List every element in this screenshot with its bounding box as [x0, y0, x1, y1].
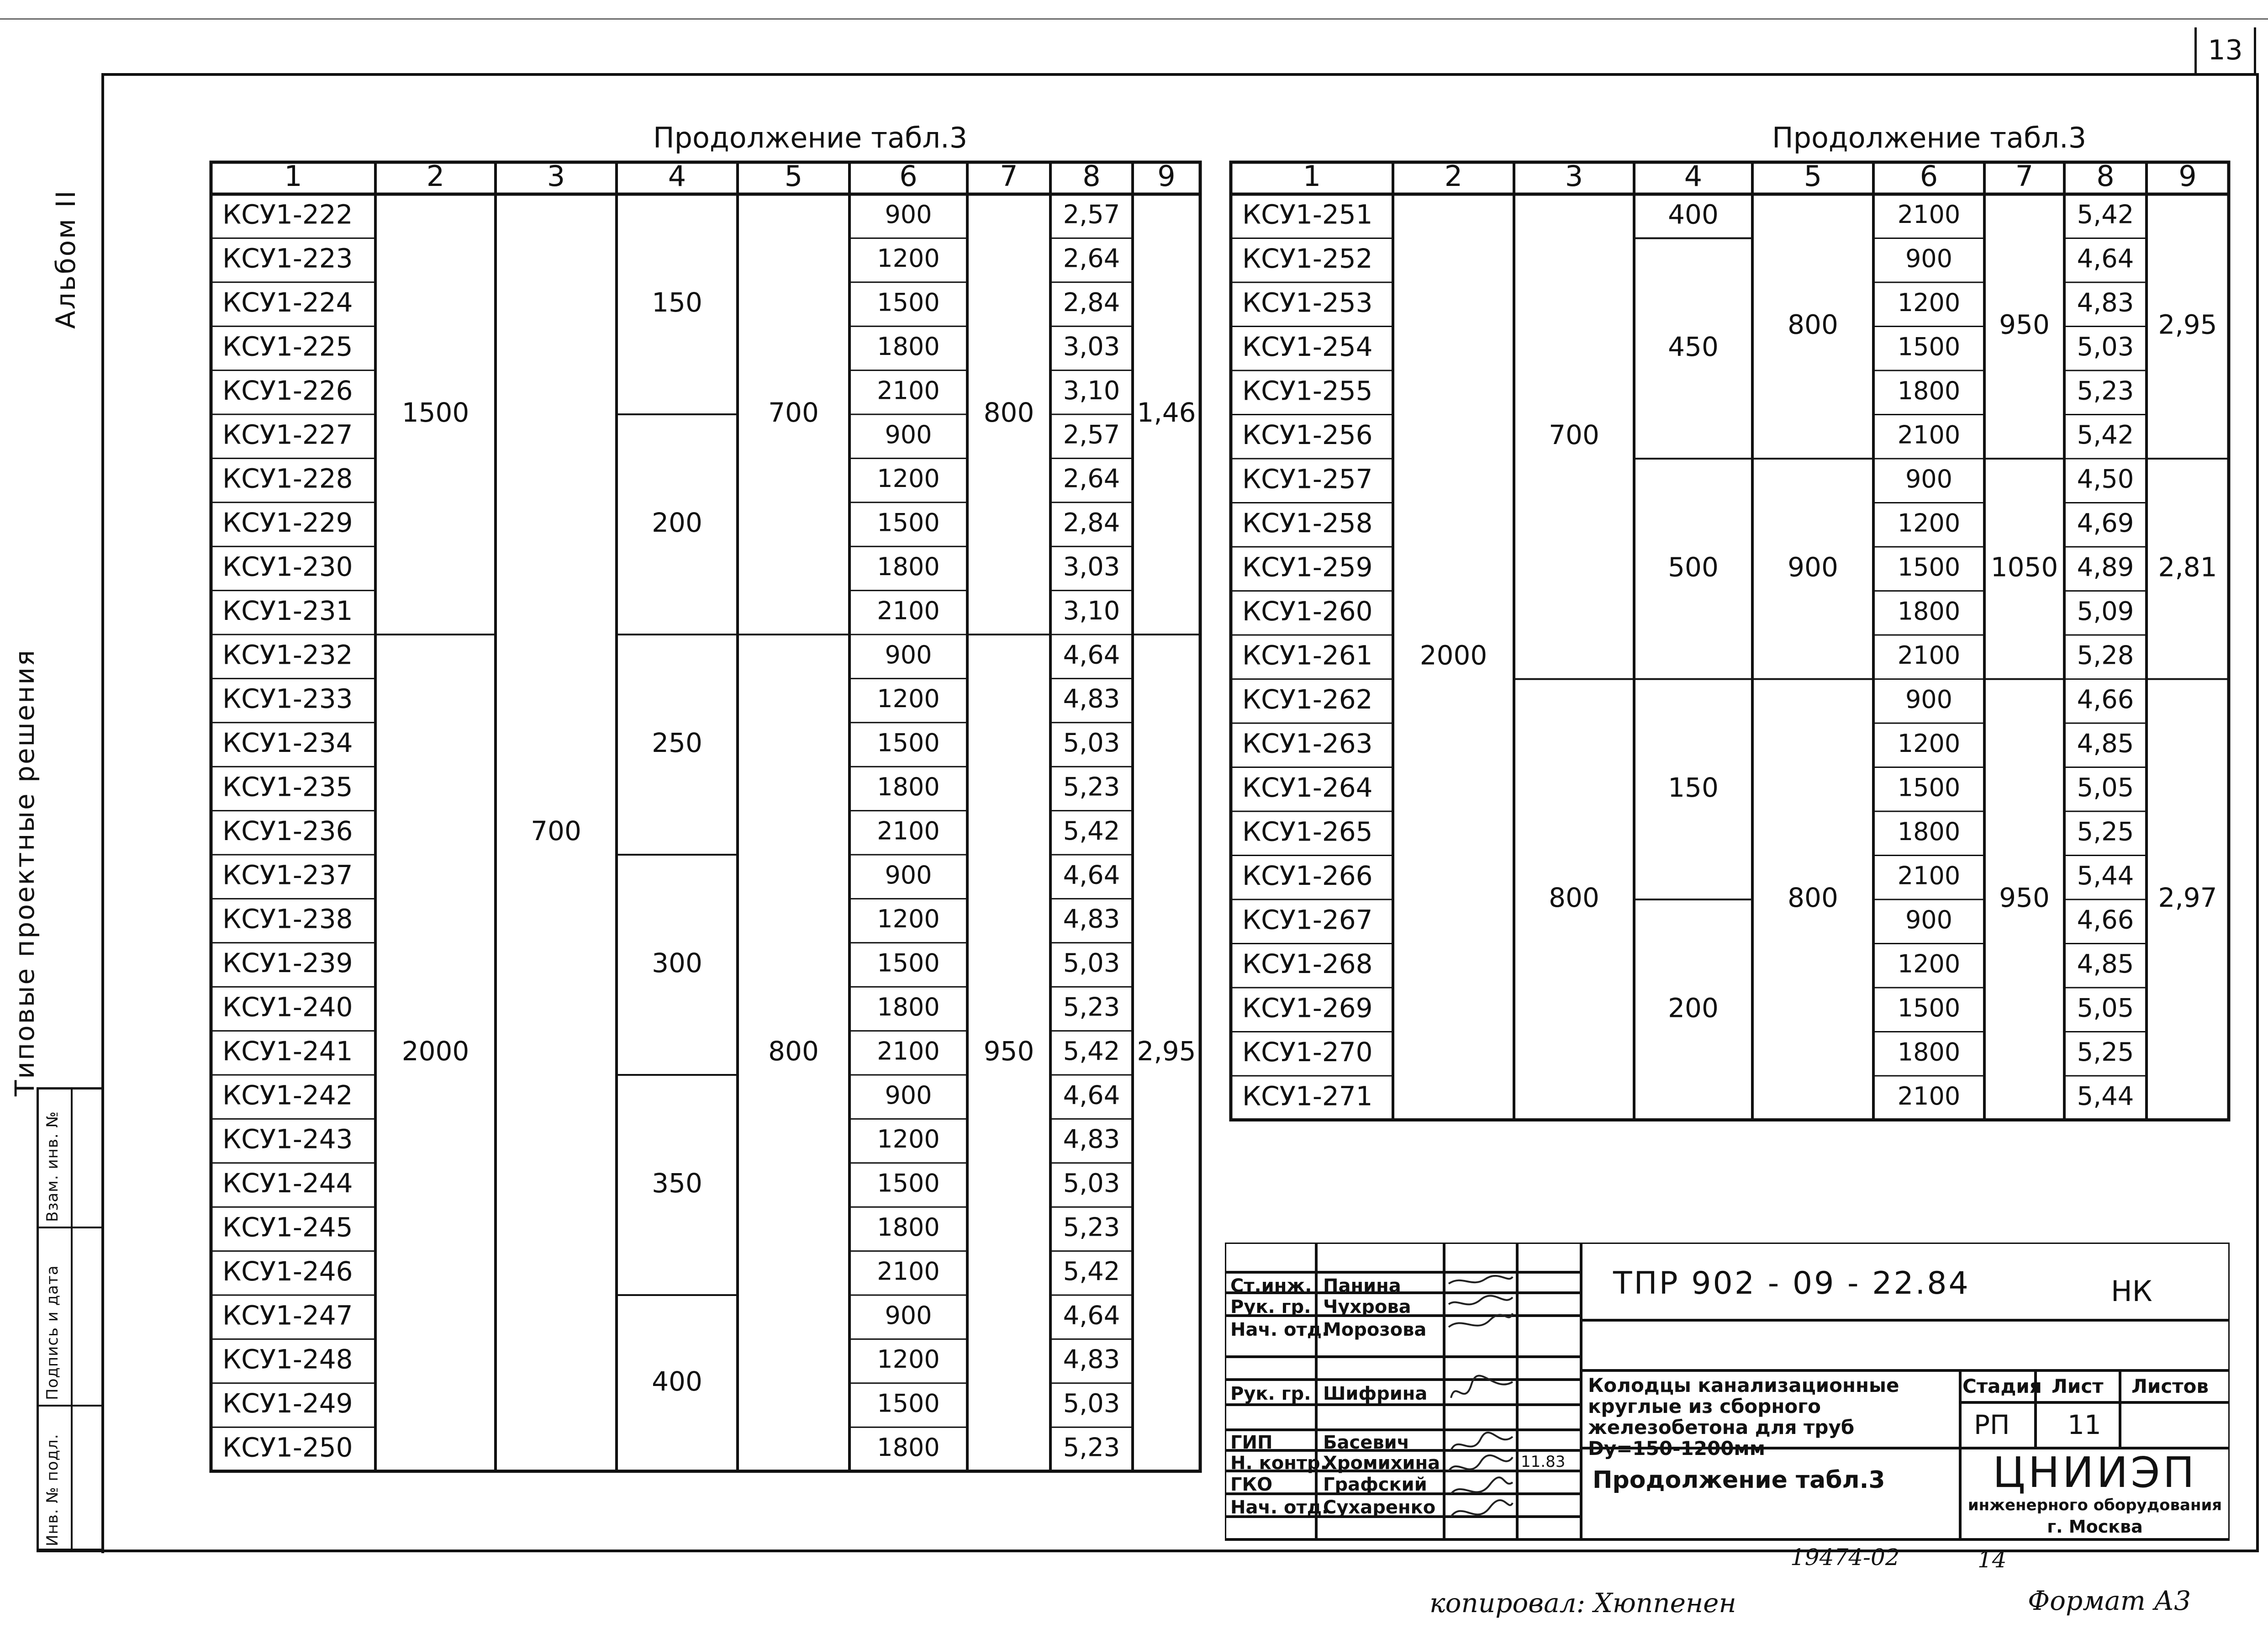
staff-role: Нач. отд. [1230, 1319, 1329, 1340]
left-table-col6-cell: 900 [885, 420, 932, 449]
left-table-col8-cell: 5,23 [1063, 772, 1120, 802]
left-table-col8-cell: 5,03 [1063, 728, 1120, 758]
title-block [1225, 1243, 2230, 1549]
right-table-col8-cell: 4,69 [2077, 508, 2134, 538]
object-title: Колодцы канализационные круглые из сборного железобетона для труб Dу=150-1200мм [1588, 1374, 1899, 1460]
right-table-col6-cell: 2100 [1897, 1081, 1961, 1111]
left-table-merged-cell: 950 [983, 1035, 1034, 1067]
left-table-col8-cell: 2,84 [1063, 508, 1120, 538]
sheet-value: 11 [2068, 1409, 2101, 1440]
left-table-col6-cell: 2100 [877, 376, 940, 405]
sheet-label: Лист [2052, 1375, 2104, 1397]
left-table-name-cell: КСУ1-248 [222, 1344, 353, 1375]
right-table-col6-cell: 1500 [1897, 552, 1961, 582]
stamp-replace-label: Взам. инв. № [43, 1111, 62, 1222]
left-table-col8-cell: 4,64 [1063, 1301, 1120, 1331]
left-table-name-cell: КСУ1-243 [222, 1123, 353, 1155]
right-table-name-cell: КСУ1-259 [1242, 551, 1373, 583]
left-table-name-cell: КСУ1-227 [222, 419, 353, 450]
staff-name: Графский [1323, 1474, 1427, 1495]
left-table-col6-cell: 1500 [877, 1389, 940, 1418]
staff-name: Сухаренко [1323, 1497, 1436, 1518]
left-table-col6-cell: 1800 [877, 993, 940, 1022]
left-table-col8-cell: 3,03 [1063, 552, 1120, 582]
left-table-name-cell: КСУ1-226 [222, 375, 353, 406]
right-table-merged-cell: 900 [1788, 551, 1838, 583]
left-table-col8-cell: 2,84 [1063, 288, 1120, 318]
right-table-merged-cell: 2,81 [2158, 551, 2217, 583]
left-table-name-cell: КСУ1-225 [222, 331, 353, 362]
left-table-col8-cell: 4,83 [1063, 1124, 1120, 1154]
right-table-col8-cell: 5,23 [2077, 376, 2134, 406]
right-table-header-cell: 2 [1444, 159, 1463, 193]
right-table-header-cell: 1 [1303, 159, 1321, 193]
left-table-merged-cell: 700 [768, 397, 819, 428]
right-table-col8-cell: 4,89 [2077, 552, 2134, 582]
left-table-col6-cell: 1500 [877, 948, 940, 978]
right-table-merged-cell: 800 [1788, 309, 1838, 340]
left-table-col6-cell: 900 [885, 860, 932, 889]
right-table-name-cell: КСУ1-253 [1242, 287, 1373, 318]
right-table-col8-cell: 4,64 [2077, 243, 2134, 274]
left-table-col6-cell: 1200 [877, 684, 940, 714]
staff-role: Ст.инж. [1230, 1275, 1312, 1296]
left-table-col6-cell: 1200 [877, 244, 940, 273]
right-table-col8-cell: 4,85 [2077, 949, 2134, 979]
left-table-col6-cell: 1800 [877, 1213, 940, 1242]
staff-name: Басевич [1323, 1432, 1410, 1453]
right-table-merged-cell: 2,95 [2158, 309, 2217, 340]
right-table-name-cell: КСУ1-261 [1242, 640, 1373, 671]
left-table-col6-cell: 2100 [877, 1037, 940, 1066]
left-table-name-cell: КСУ1-249 [222, 1388, 353, 1419]
right-table-merged-cell: 2000 [1419, 640, 1487, 671]
right-table-name-cell: КСУ1-270 [1242, 1036, 1373, 1068]
right-table-name-cell: КСУ1-260 [1242, 595, 1373, 627]
left-table-col8-cell: 3,10 [1063, 596, 1120, 626]
right-table-merged-cell: 950 [1999, 882, 2050, 914]
right-table-col8-cell: 4,66 [2077, 905, 2134, 935]
stamp-inv-label: Инв. № подл. [43, 1433, 62, 1546]
left-table-name-cell: КСУ1-233 [222, 683, 353, 714]
left-table-header-cell: 6 [899, 159, 918, 193]
right-table-col8-cell: 5,28 [2077, 640, 2134, 671]
series-label: Типовые проектные решения [9, 649, 40, 1096]
left-table-name-cell: КСУ1-232 [222, 639, 353, 671]
right-table-col6-cell: 1200 [1897, 508, 1961, 538]
right-table-name-cell: КСУ1-252 [1242, 243, 1373, 274]
left-table-name-cell: КСУ1-239 [222, 947, 353, 979]
left-table-name-cell: КСУ1-237 [222, 859, 353, 891]
right-table-header-cell: 7 [2015, 159, 2034, 193]
left-table-col8-cell: 5,23 [1063, 1433, 1120, 1463]
right-table-name-cell: КСУ1-264 [1242, 772, 1373, 803]
left-table-name-cell: КСУ1-231 [222, 595, 353, 626]
left-table-col8-cell: 5,03 [1063, 1169, 1120, 1199]
right-table-caption: Продолжение табл.3 [1772, 121, 2087, 154]
left-table-col8-cell: 3,10 [1063, 376, 1120, 406]
right-table-merged-cell: 700 [1549, 419, 1599, 450]
sheets-label: Листов [2131, 1375, 2209, 1397]
left-table-col6-cell: 1200 [877, 464, 940, 493]
right-table-col8-cell: 5,25 [2077, 817, 2134, 847]
left-table-merged-cell: 800 [768, 1035, 819, 1067]
doc-mark: НК [2111, 1275, 2152, 1308]
left-table-col6-cell: 1500 [877, 508, 940, 537]
left-table-col8-cell: 5,23 [1063, 992, 1120, 1022]
left-table-col6-cell: 1500 [877, 728, 940, 757]
staff-role: ГИП [1230, 1432, 1273, 1453]
right-table-merged-cell: 800 [1788, 882, 1838, 914]
staff-name: Чухрова [1323, 1296, 1411, 1317]
right-table-name-cell: КСУ1-251 [1242, 199, 1373, 230]
left-table-col8-cell: 4,64 [1063, 1080, 1120, 1111]
left-table-col6-cell: 1200 [877, 904, 940, 934]
left-table-merged-cell: 350 [652, 1168, 702, 1199]
left-table-merged-cell: 400 [652, 1365, 702, 1397]
right-table-col6-cell: 1200 [1897, 949, 1961, 979]
left-table-col8-cell: 3,03 [1063, 332, 1120, 362]
sheet-number: 13 [2208, 34, 2243, 66]
left-table-outline [211, 162, 1200, 1471]
left-table-header-cell: 5 [784, 159, 803, 193]
left-table-merged-cell: 300 [652, 947, 702, 979]
left-table-col8-cell: 4,83 [1063, 684, 1120, 714]
right-table-name-cell: КСУ1-262 [1242, 683, 1373, 715]
staff-name: Шифрина [1323, 1383, 1428, 1404]
approval-date: 11.83 [1521, 1453, 1566, 1471]
right-table-name-cell: КСУ1-256 [1242, 419, 1373, 450]
right-table-merged-cell: 1050 [1990, 551, 2058, 583]
right-table-col6-cell: 2100 [1897, 640, 1961, 670]
copied-by: копировал: Хюппенен [1429, 1587, 1736, 1619]
right-table-merged-cell: 450 [1668, 331, 1719, 362]
left-table-col6-cell: 1200 [877, 1125, 940, 1154]
left-table-col8-cell: 5,03 [1063, 1389, 1120, 1419]
left-table-caption: Продолжение табл.3 [653, 121, 968, 154]
right-table-header-cell: 3 [1565, 159, 1583, 193]
left-table-name-cell: КСУ1-242 [222, 1079, 353, 1111]
left-table-name-cell: КСУ1-241 [222, 1035, 353, 1067]
right-table-col8-cell: 5,44 [2077, 1081, 2134, 1111]
right-table-col6-cell: 900 [1905, 464, 1953, 493]
left-table-col8-cell: 5,42 [1063, 1256, 1120, 1286]
staff-role: Нач. отд. [1230, 1497, 1329, 1518]
left-table-name-cell: КСУ1-223 [222, 243, 353, 274]
left-table-name-cell: КСУ1-235 [222, 771, 353, 803]
left-table-name-cell: КСУ1-238 [222, 903, 353, 935]
right-table-col8-cell: 4,85 [2077, 729, 2134, 759]
left-table-col6-cell: 900 [885, 1301, 932, 1330]
right-table-col6-cell: 1500 [1897, 773, 1961, 802]
staff-role: ГКО [1230, 1474, 1273, 1495]
left-table-col8-cell: 2,64 [1063, 464, 1120, 494]
left-table-name-cell: КСУ1-245 [222, 1211, 353, 1243]
left-table-col8-cell: 5,42 [1063, 816, 1120, 846]
doc-code: ТПР 902 - 09 - 22.84 [1613, 1265, 1970, 1301]
right-table-col6-cell: 2100 [1897, 861, 1961, 890]
left-table-col6-cell: 1500 [877, 1169, 940, 1198]
right-table-name-cell: КСУ1-265 [1242, 816, 1373, 847]
right-table-col8-cell: 5,25 [2077, 1037, 2134, 1067]
right-table-merged-cell: 200 [1668, 992, 1719, 1024]
left-table-name-cell: КСУ1-229 [222, 507, 353, 539]
left-table-col6-cell: 1800 [877, 1433, 940, 1462]
staff-role: Н. контр. [1230, 1453, 1327, 1474]
right-table-header-cell: 9 [2178, 159, 2197, 193]
staff-role: Рук. гр. [1230, 1296, 1311, 1317]
left-table-col6-cell: 1800 [877, 552, 940, 582]
right-table-name-cell: КСУ1-258 [1242, 507, 1373, 539]
stage-value: РП [1974, 1409, 2010, 1440]
staff-name: Панина [1323, 1275, 1401, 1296]
left-table-col6-cell: 2100 [877, 596, 940, 625]
left-table-col8-cell: 2,64 [1063, 243, 1120, 274]
right-table-col8-cell: 5,42 [2077, 420, 2134, 450]
staff-role: Рук. гр. [1230, 1383, 1311, 1404]
right-table-col6-cell: 1500 [1897, 993, 1961, 1022]
left-table-col8-cell: 5,03 [1063, 948, 1120, 979]
right-table-col6-cell: 1800 [1897, 1037, 1961, 1067]
right-table-name-cell: КСУ1-254 [1242, 331, 1373, 362]
stamp-sign-label: Подпись и дата [43, 1265, 62, 1400]
right-table-col8-cell: 4,83 [2077, 288, 2134, 318]
left-table-merged-cell: 1,46 [1137, 397, 1196, 428]
right-table-col6-cell: 900 [1905, 905, 1953, 934]
left-table-merged-cell: 1500 [401, 397, 469, 428]
left-table-name-cell: КСУ1-246 [222, 1255, 353, 1287]
left-table-col8-cell: 5,42 [1063, 1036, 1120, 1066]
left-table-col6-cell: 2100 [877, 1257, 940, 1286]
left-table-col6-cell: 1200 [877, 1345, 940, 1374]
left-table-name-cell: КСУ1-240 [222, 991, 353, 1023]
right-table-col6-cell: 900 [1905, 685, 1953, 714]
right-table-name-cell: КСУ1-269 [1242, 992, 1373, 1024]
page-number: 14 [1978, 1546, 2007, 1573]
right-table-col6-cell: 1200 [1897, 729, 1961, 758]
right-table-header-cell: 4 [1684, 159, 1703, 193]
right-table-merged-cell: 800 [1549, 882, 1599, 914]
right-table-col6-cell: 2100 [1897, 420, 1961, 450]
left-table-col6-cell: 1500 [877, 288, 940, 317]
left-table-name-cell: КСУ1-230 [222, 551, 353, 582]
left-table-name-cell: КСУ1-224 [222, 287, 353, 318]
left-table-col8-cell: 2,57 [1063, 200, 1120, 230]
left-table-header-cell: 1 [284, 159, 302, 193]
sheet-format: Формат А3 [2028, 1585, 2191, 1616]
right-table-col8-cell: 5,09 [2077, 596, 2134, 626]
right-table-header-cell: 5 [1804, 159, 1822, 193]
staff-name: Хромихина [1323, 1453, 1440, 1474]
left-table-name-cell: КСУ1-236 [222, 815, 353, 846]
left-table-header-cell: 7 [1000, 159, 1018, 193]
left-table-name-cell: КСУ1-244 [222, 1168, 353, 1199]
left-table-merged-cell: 700 [531, 815, 581, 846]
right-table-col8-cell: 4,66 [2077, 684, 2134, 714]
right-table-merged-cell: 500 [1668, 551, 1719, 583]
left-table-merged-cell: 150 [652, 287, 702, 318]
right-table-name-cell: КСУ1-257 [1242, 463, 1373, 495]
left-table-name-cell: КСУ1-222 [222, 199, 353, 230]
left-table-name-cell: КСУ1-234 [222, 727, 353, 759]
right-table-col8-cell: 5,05 [2077, 993, 2134, 1023]
right-table-col6-cell: 1500 [1897, 332, 1961, 361]
left-table-name-cell: КСУ1-228 [222, 463, 353, 494]
left-table-header-cell: 9 [1157, 159, 1176, 193]
left-table-header-cell: 8 [1082, 159, 1101, 193]
left-table-col6-cell: 2100 [877, 816, 940, 846]
left-table-col8-cell: 4,64 [1063, 860, 1120, 890]
left-table-col8-cell: 4,64 [1063, 640, 1120, 670]
left-table-header-cell: 3 [547, 159, 565, 193]
right-table-col8-cell: 5,44 [2077, 861, 2134, 891]
right-table-col8-cell: 4,50 [2077, 464, 2134, 494]
left-table-col8-cell: 2,57 [1063, 420, 1120, 450]
left-table-name-cell: КСУ1-247 [222, 1300, 353, 1331]
right-table-col6-cell: 1200 [1897, 288, 1961, 317]
right-table-col8-cell: 5,05 [2077, 772, 2134, 803]
right-table-name-cell: КСУ1-267 [1242, 904, 1373, 936]
right-table-merged-cell: 150 [1668, 772, 1719, 803]
left-table-merged-cell: 250 [652, 727, 702, 759]
right-table-name-cell: КСУ1-266 [1242, 860, 1373, 891]
right-table-name-cell: КСУ1-255 [1242, 375, 1373, 407]
left-table-merged-cell: 2,95 [1137, 1035, 1196, 1067]
left-table-merged-cell: 2000 [401, 1035, 469, 1067]
org-sub1: инженерного оборудования [1967, 1496, 2222, 1514]
right-table-col8-cell: 5,42 [2077, 200, 2134, 230]
left-table-col6-cell: 1800 [877, 772, 940, 802]
org-name: ЦНИИЭП [1993, 1448, 2197, 1497]
album-label: Альбом II [50, 189, 81, 329]
left-table-header-cell: 2 [426, 159, 445, 193]
right-table-name-cell: КСУ1-263 [1242, 728, 1373, 759]
left-table-merged-cell: 800 [983, 397, 1034, 428]
sheet-title: Продолжение табл.3 [1593, 1466, 1885, 1494]
left-table-col8-cell: 5,23 [1063, 1212, 1120, 1243]
right-table-merged-cell: 400 [1668, 199, 1719, 230]
left-table-col8-cell: 4,83 [1063, 1344, 1120, 1375]
left-table-header-cell: 4 [668, 159, 686, 193]
right-table-col6-cell: 2100 [1897, 200, 1961, 229]
right-table-name-cell: КСУ1-268 [1242, 948, 1373, 979]
signatures [1444, 1270, 1517, 1539]
left-table-name-cell: КСУ1-250 [222, 1432, 353, 1463]
right-table-col6-cell: 1800 [1897, 597, 1961, 626]
org-sub2: г. Москва [2047, 1517, 2143, 1537]
left-table-col6-cell: 1800 [877, 332, 940, 361]
right-table-merged-cell: 2,97 [2158, 882, 2217, 914]
left-table-col6-cell: 900 [885, 200, 932, 229]
right-table-col6-cell: 900 [1905, 244, 1953, 273]
right-table-merged-cell: 950 [1999, 309, 2050, 340]
stage-label: Стадия [1962, 1375, 2042, 1397]
left-table-col8-cell: 4,83 [1063, 904, 1120, 934]
left-table-col6-cell: 900 [885, 640, 932, 669]
right-table-name-cell: КСУ1-271 [1242, 1080, 1373, 1112]
right-table-col6-cell: 1800 [1897, 817, 1961, 846]
right-table-header-cell: 6 [1920, 159, 1938, 193]
archive-number: 19474-02 [1790, 1544, 1900, 1571]
right-table-col6-cell: 1800 [1897, 376, 1961, 405]
right-table-header-cell: 8 [2096, 159, 2115, 193]
right-table-col8-cell: 5,03 [2077, 332, 2134, 362]
left-table-col6-cell: 900 [885, 1080, 932, 1110]
staff-name: Морозова [1323, 1319, 1427, 1340]
left-table-merged-cell: 200 [652, 507, 702, 539]
